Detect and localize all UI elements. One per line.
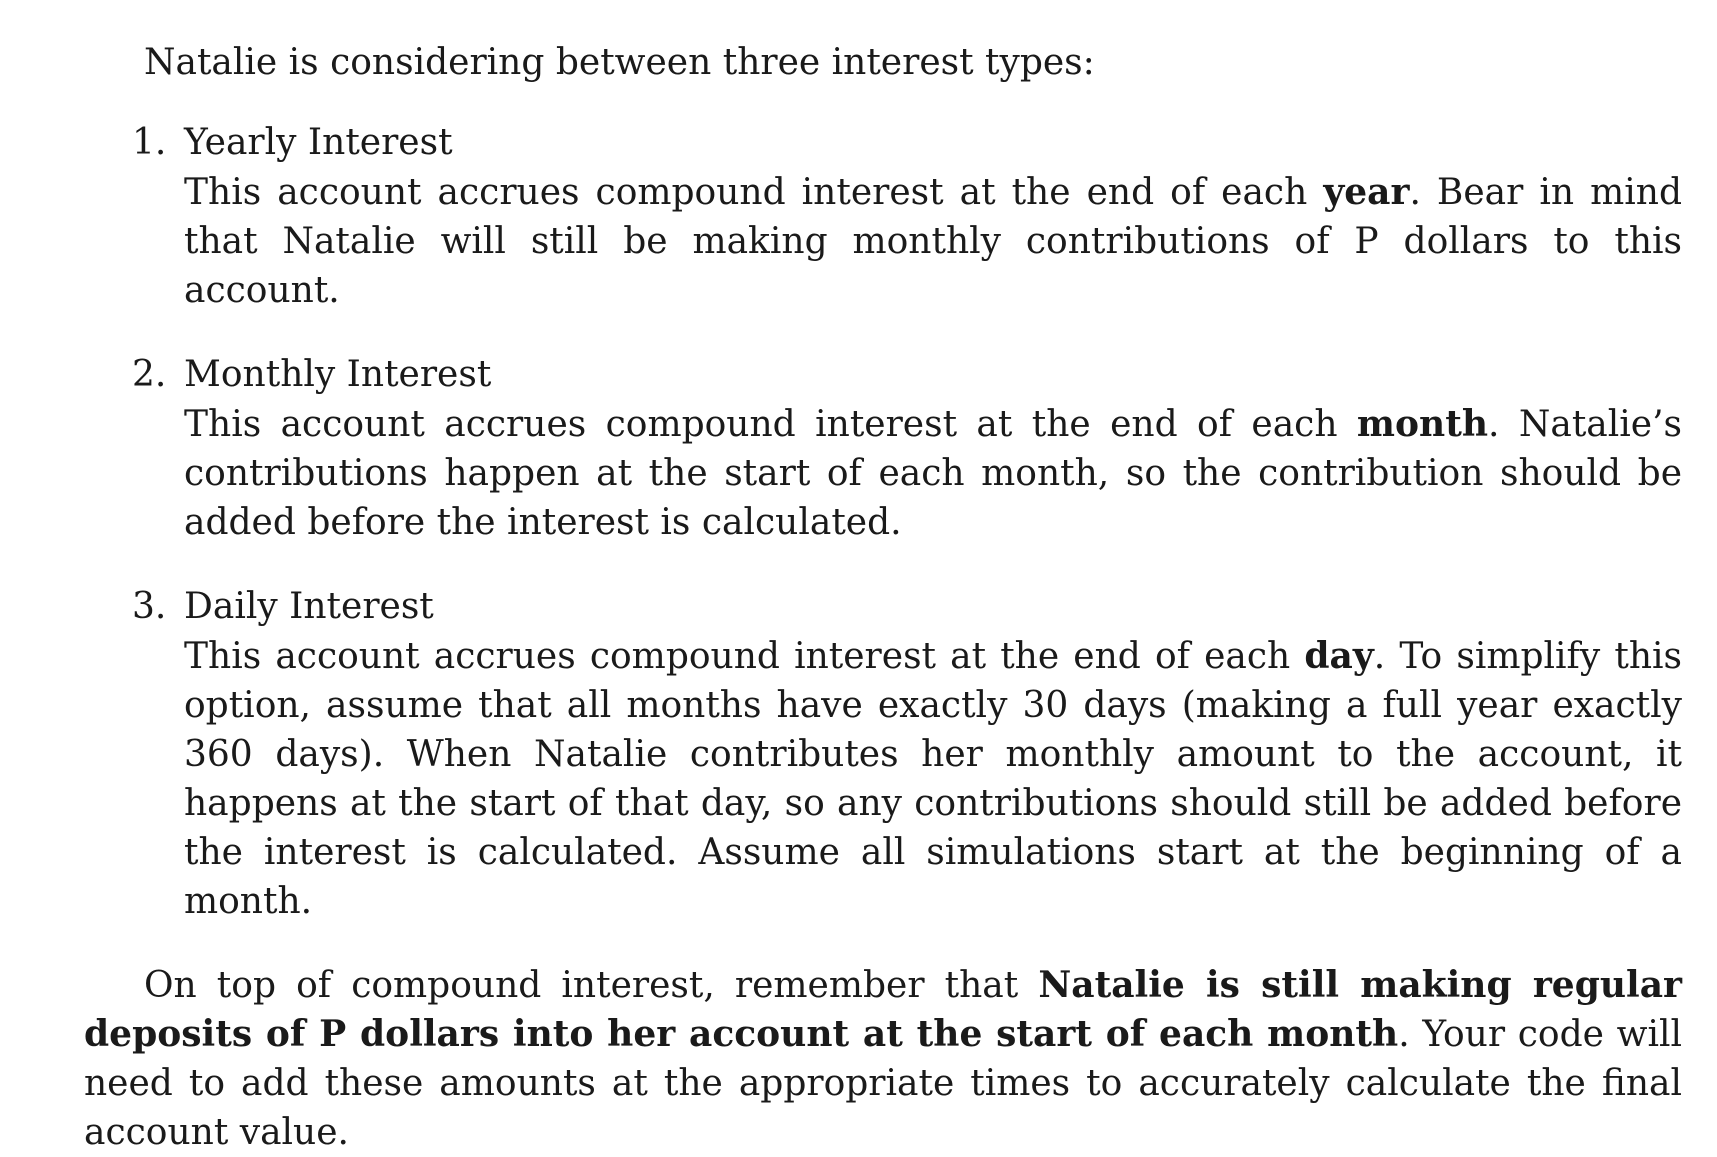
list-item-description — [184, 632, 1682, 926]
emphasis-text: month — [1356, 403, 1489, 445]
list-item-title: Monthly Interest — [184, 354, 492, 395]
emphasis-text: day — [1304, 635, 1374, 677]
closing-text: . Your code will need to add these amounts at the appropriate times to accurately calculate the final account value. — [84, 1014, 1683, 1153]
description-text: This account accrues compound interest at the end of each — [184, 636, 1305, 677]
list-item-title: Daily Interest — [184, 586, 434, 627]
description-text: This account accrues compound interest at the end of each — [184, 172, 1324, 213]
list-item-description — [184, 400, 1682, 547]
list-item-title: Yearly Interest — [184, 122, 453, 163]
emphasis-text: year — [1323, 171, 1410, 213]
list-item-monthly — [84, 350, 1682, 547]
list-item-daily — [84, 582, 1682, 926]
list-item-description — [184, 168, 1682, 315]
closing-paragraph — [84, 961, 1682, 1157]
description-text: . To simplify this option, assume that all months have exactly 30 days (making a full year exactly 360 days). When Natalie contributes her monthly amount to the account, it happens at the start of that day, so any contributions should still be added before the interest is calculated. Assume all simulations start at the beginning of a month. — [184, 636, 1682, 922]
list-item-number: 3. — [132, 586, 167, 627]
description-text: This account accrues compound interest at the end of each — [184, 404, 1357, 445]
emphasis-text: Natalie is still making regular deposits of P dollars into her account at the start of each month — [84, 964, 1683, 1055]
list-item-number: 1. — [132, 122, 167, 163]
description-text: . Bear in mind that Natalie will still be making monthly contributions of P dollars to this account. — [184, 172, 1682, 311]
document-page — [84, 38, 1682, 1157]
closing-text: On top of compound interest, remember that — [144, 965, 1039, 1006]
intro-paragraph: Natalie is considering between three interest types: — [144, 42, 1095, 83]
list-item-number: 2. — [132, 354, 167, 395]
description-text: . Natalie’s contributions happen at the start of each month, so the contribution should be added before the interest is calculated. — [184, 404, 1682, 543]
list-item-yearly — [84, 118, 1682, 315]
interest-types-list — [84, 118, 1682, 926]
